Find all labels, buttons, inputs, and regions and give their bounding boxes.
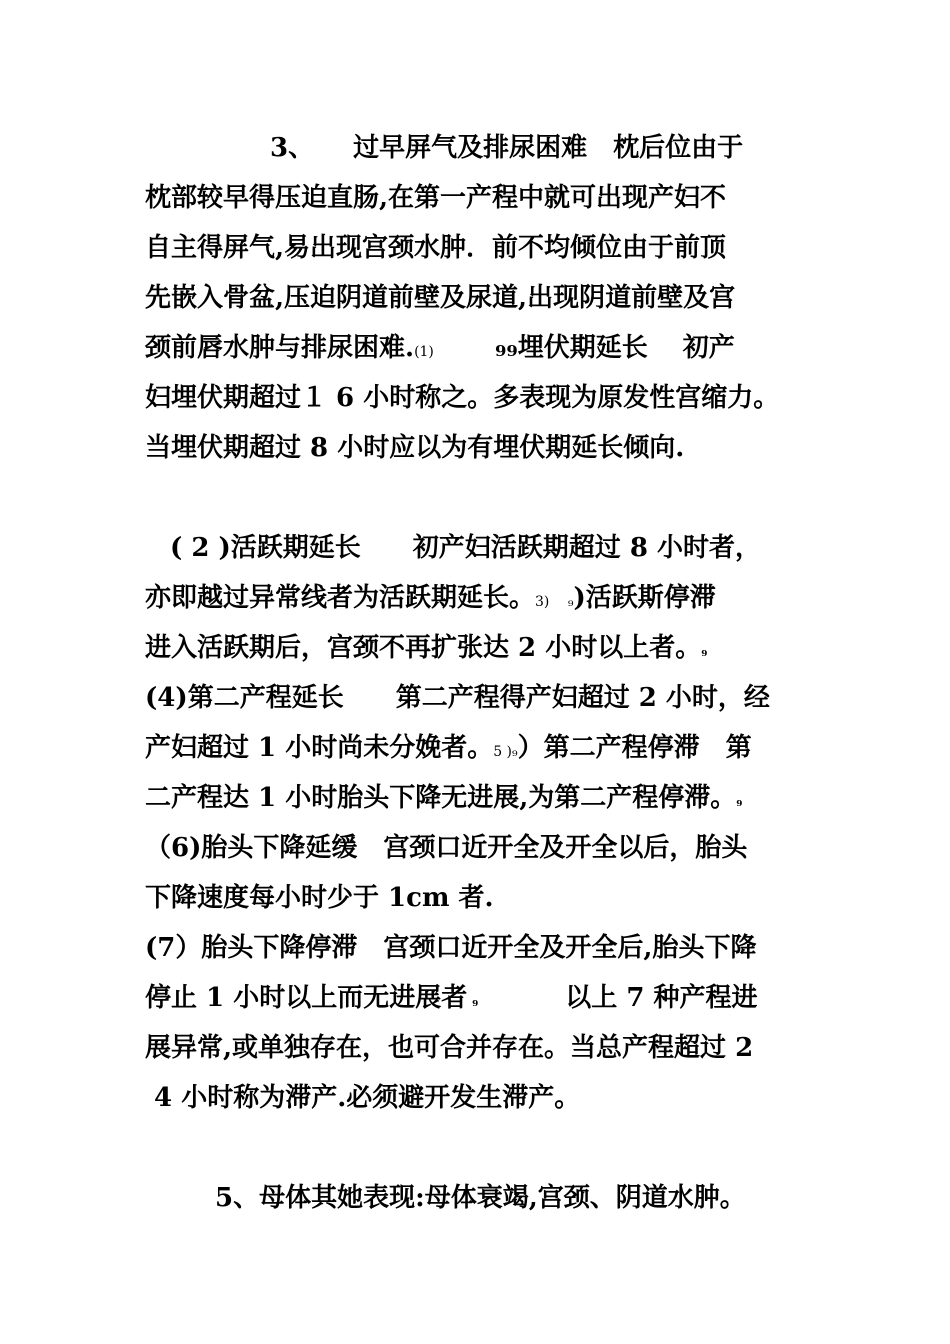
text-line (145, 978, 835, 1018)
text-line: ( 2 )活跃期延长 初产妇活跃期超过 8 小时者， (170, 533, 761, 563)
footnote-marker: 5 )₉ (493, 744, 518, 760)
text-span: 以上 7 种产程进 (478, 983, 758, 1013)
text-line: 当埋伏期超过 8 小时应以为有埋伏期延长倾向. (145, 433, 685, 463)
text-line (145, 628, 835, 668)
text-span: )活跃斯停滞 (573, 583, 716, 613)
text-line: (4)第二产程延长 第二产程得产妇超过 2 小时，经 (145, 683, 770, 713)
text-span: 颈前唇水肿与排尿困难. (145, 333, 415, 363)
text-line (145, 728, 835, 768)
text-span: 产妇超过 1 小时尚未分娩者。 (145, 733, 494, 763)
text-span: ）第二产程停滞 第 (517, 733, 752, 763)
text-line: 枕部较早得压迫直肠,在第一产程中就可出现产妇不 (145, 183, 727, 213)
footnote-marker: 3) ₉ (535, 594, 574, 610)
text-line (145, 328, 835, 368)
text-span: 停止 1 小时以上而无进展者 (145, 983, 468, 1013)
footnote-marker: ₉ (736, 794, 743, 810)
footnote-marker: ₉ (467, 994, 479, 1010)
footnote-marker: ₉ (701, 644, 708, 660)
text-line: 下降速度每小时少于 1cm 者. (145, 883, 494, 913)
text-span: 进入活跃期后，宫颈不再扩张达 2 小时以上者。 (145, 633, 702, 663)
text-line: 3、 过早屏气及排尿困难 枕后位由于 (270, 133, 744, 163)
text-line: 5、母体其她表现:母体衰竭,宫颈、阴道水肿。 (215, 1183, 746, 1213)
text-line: 妇埋伏期超过１ 6 小时称之。多表现为原发性宫缩力。 (145, 383, 780, 413)
text-span: 亦即越过异常线者为活跃期延长。 (145, 583, 536, 613)
text-span: 埋伏期延长 初产 (517, 333, 735, 363)
text-line: 展异常,或单独存在，也可合并存在。当总产程超过 2 (145, 1033, 754, 1063)
text-line: (7）胎头下降停滞 宫颈口近开全及开全后,胎头下降 (145, 933, 757, 963)
text-span: ₉₉ (433, 333, 518, 363)
text-line (145, 778, 835, 818)
text-line (145, 578, 835, 618)
text-line: （6)胎头下降延缓 宫颈口近开全及开全以后，胎头 (145, 833, 748, 863)
text-line: 先嵌入骨盆,压迫阴道前壁及尿道,出现阴道前壁及宫 (145, 283, 736, 313)
text-line: 4 小时称为滞产.必须避开发生滞产。 (145, 1083, 581, 1113)
text-line: 自主得屏气,易出现宫颈水肿．前不均倾位由于前顶 (145, 233, 727, 263)
text-span: 二产程达 1 小时胎头下降无进展,为第二产程停滞。 (145, 783, 737, 813)
footnote-marker: (1) (414, 344, 434, 360)
